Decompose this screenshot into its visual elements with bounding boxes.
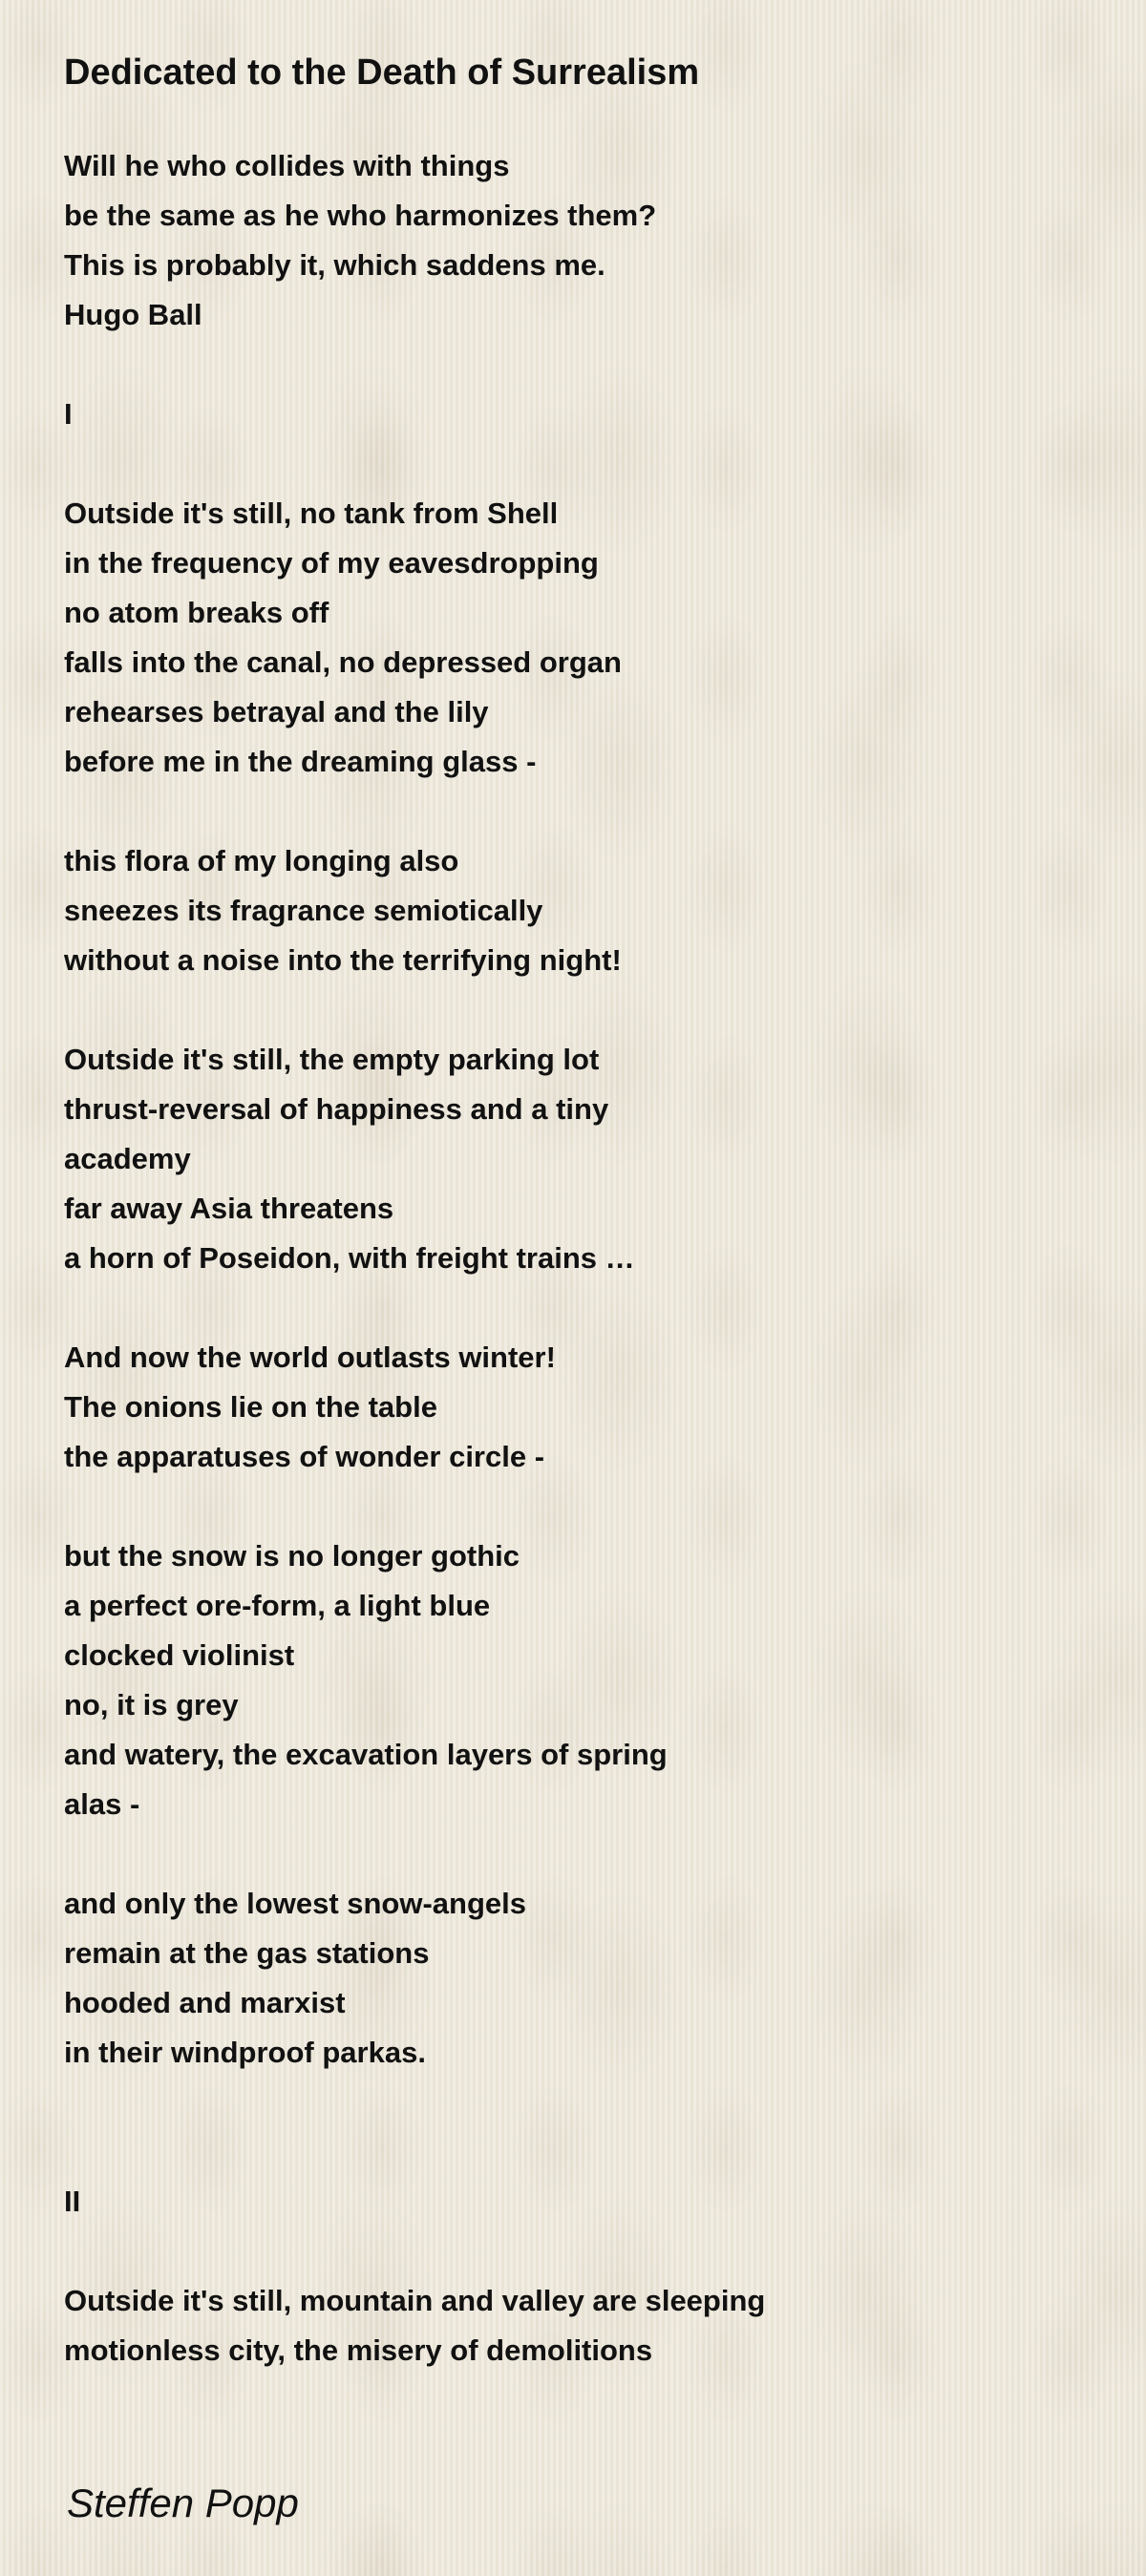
poem-line: in their windproof parkas. xyxy=(64,2036,426,2069)
poem-line: Outside it's still, mountain and valley are sleeping xyxy=(64,2284,766,2317)
poem-line: without a noise into the terrifying night! xyxy=(64,943,622,977)
stanza xyxy=(64,1531,1095,1829)
poem-title: Dedicated to the Death of Surrealism xyxy=(64,53,700,93)
poem-line: Outside it's still, the empty parking lot xyxy=(64,1043,600,1076)
stanza xyxy=(64,2276,1095,2375)
poem-line: rehearses betrayal and the lily xyxy=(64,695,489,728)
poem-line: but the snow is no longer gothic xyxy=(64,1539,520,1573)
poem-line: Will he who collides with things xyxy=(64,149,510,182)
poem-line: alas - xyxy=(64,1787,140,1821)
poem-line: sneezes its fragrance semiotically xyxy=(64,894,543,927)
section-label: II xyxy=(64,2185,81,2218)
poem-author: Steffen Popp xyxy=(67,2481,299,2525)
stanza xyxy=(64,1879,1095,2078)
epigraph xyxy=(64,141,1095,340)
poem-line: this flora of my longing also xyxy=(64,844,459,877)
poem-line: no atom breaks off xyxy=(64,596,329,629)
poem-line: falls into the canal, no depressed organ xyxy=(64,645,622,679)
poem-line: the apparatuses of wonder circle - xyxy=(64,1440,545,1473)
poem-line: This is probably it, which saddens me. xyxy=(64,248,605,282)
poem-body xyxy=(64,141,1095,2375)
poem-line: clocked violinist xyxy=(64,1638,295,1672)
poem-line: thrust-reversal of happiness and a tiny xyxy=(64,1092,609,1126)
poem-line: a perfect ore-form, a light blue xyxy=(64,1589,491,1622)
stanza xyxy=(64,1333,1095,1482)
stanza xyxy=(64,489,1095,787)
poem-line: The onions lie on the table xyxy=(64,1390,437,1424)
poem-line: Outside it's still, no tank from Shell xyxy=(64,496,559,530)
poem-line: And now the world outlasts winter! xyxy=(64,1341,556,1374)
section-label: I xyxy=(64,397,73,431)
epigraph-attribution: Hugo Ball xyxy=(64,298,202,331)
poem-line: and watery, the excavation layers of spring xyxy=(64,1738,668,1771)
poem-line: before me in the dreaming glass - xyxy=(64,745,537,778)
poem-line: and only the lowest snow-angels xyxy=(64,1887,527,1920)
poem-line: hooded and marxist xyxy=(64,1986,346,2019)
poem-line: motionless city, the misery of demolitions xyxy=(64,2333,653,2367)
stanza xyxy=(64,1035,1095,1283)
poem-line: remain at the gas stations xyxy=(64,1936,430,1970)
poem-line: in the frequency of my eavesdropping xyxy=(64,546,599,580)
poem-line: no, it is grey xyxy=(64,1688,239,1721)
poem-line: far away Asia threatens xyxy=(64,1192,394,1225)
poem-line: a horn of Poseidon, with freight trains … xyxy=(64,1241,635,1275)
poem-line: be the same as he who harmonizes them? xyxy=(64,199,657,232)
stanza xyxy=(64,836,1095,985)
poem-line: academy xyxy=(64,1142,191,1175)
